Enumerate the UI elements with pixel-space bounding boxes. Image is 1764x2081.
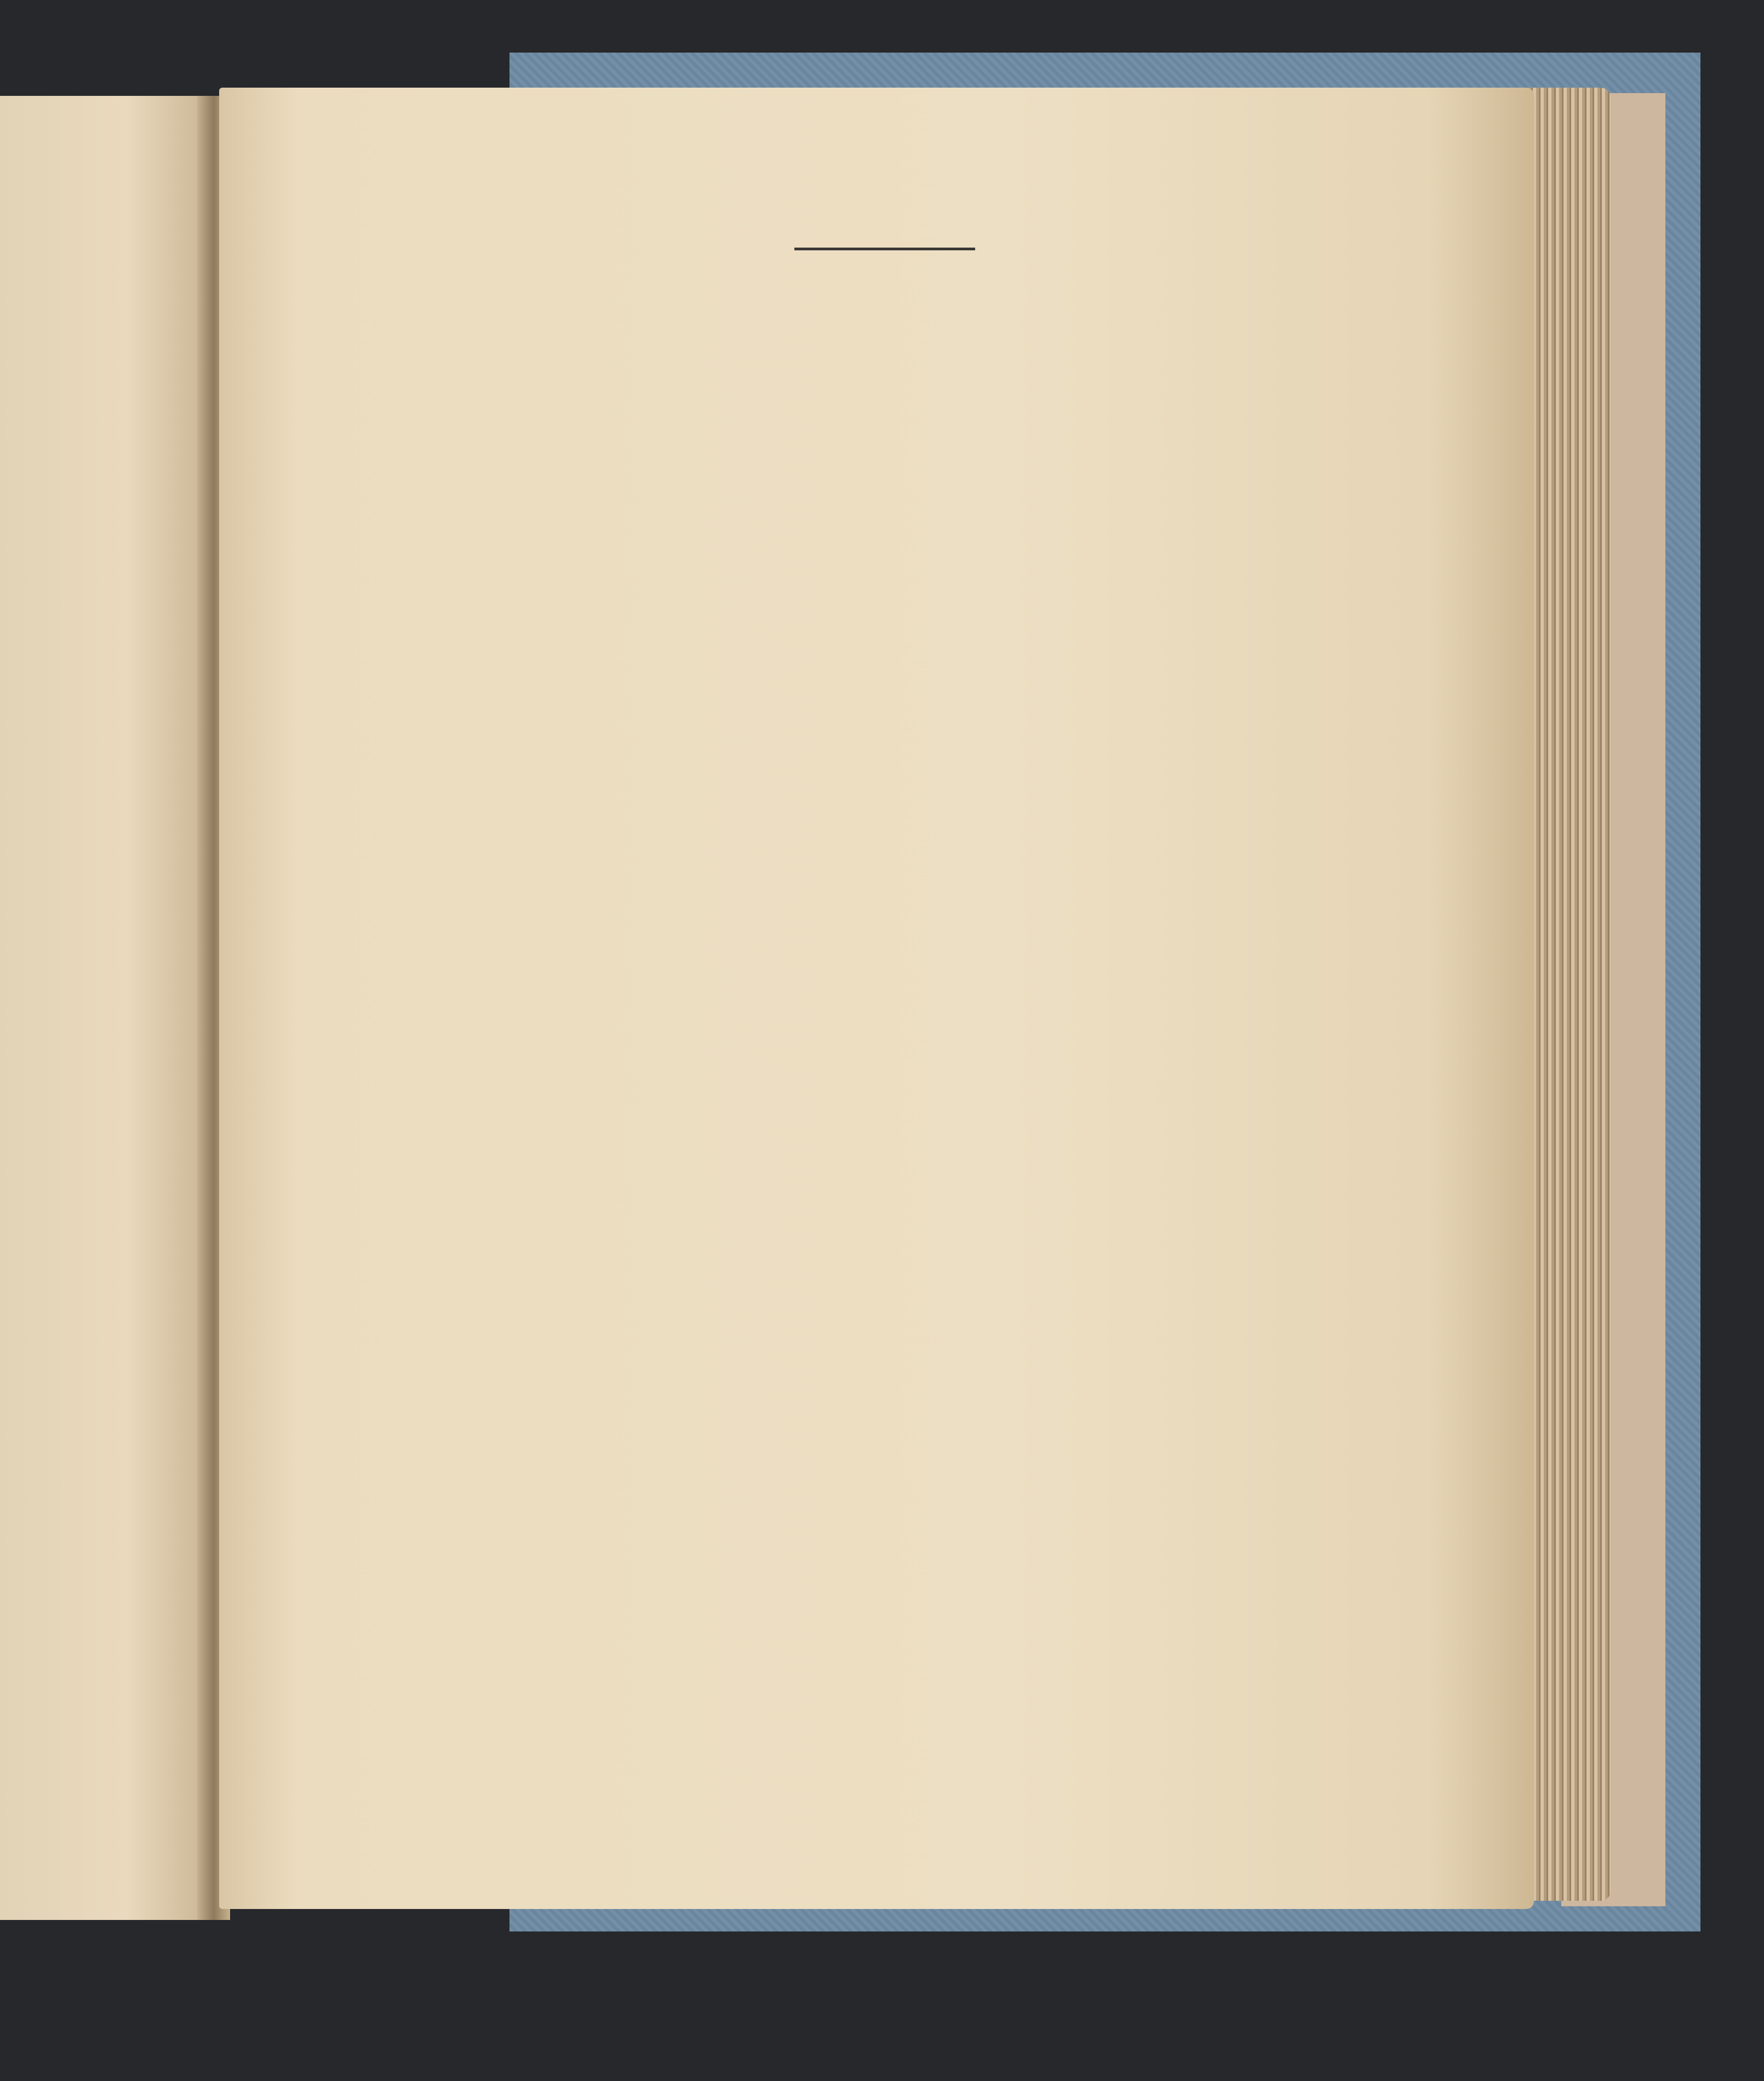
- right-page: [219, 88, 1534, 1909]
- left-page: [0, 96, 211, 1920]
- page-number-rule: [794, 248, 975, 250]
- page-stack-edges: [1528, 88, 1611, 1901]
